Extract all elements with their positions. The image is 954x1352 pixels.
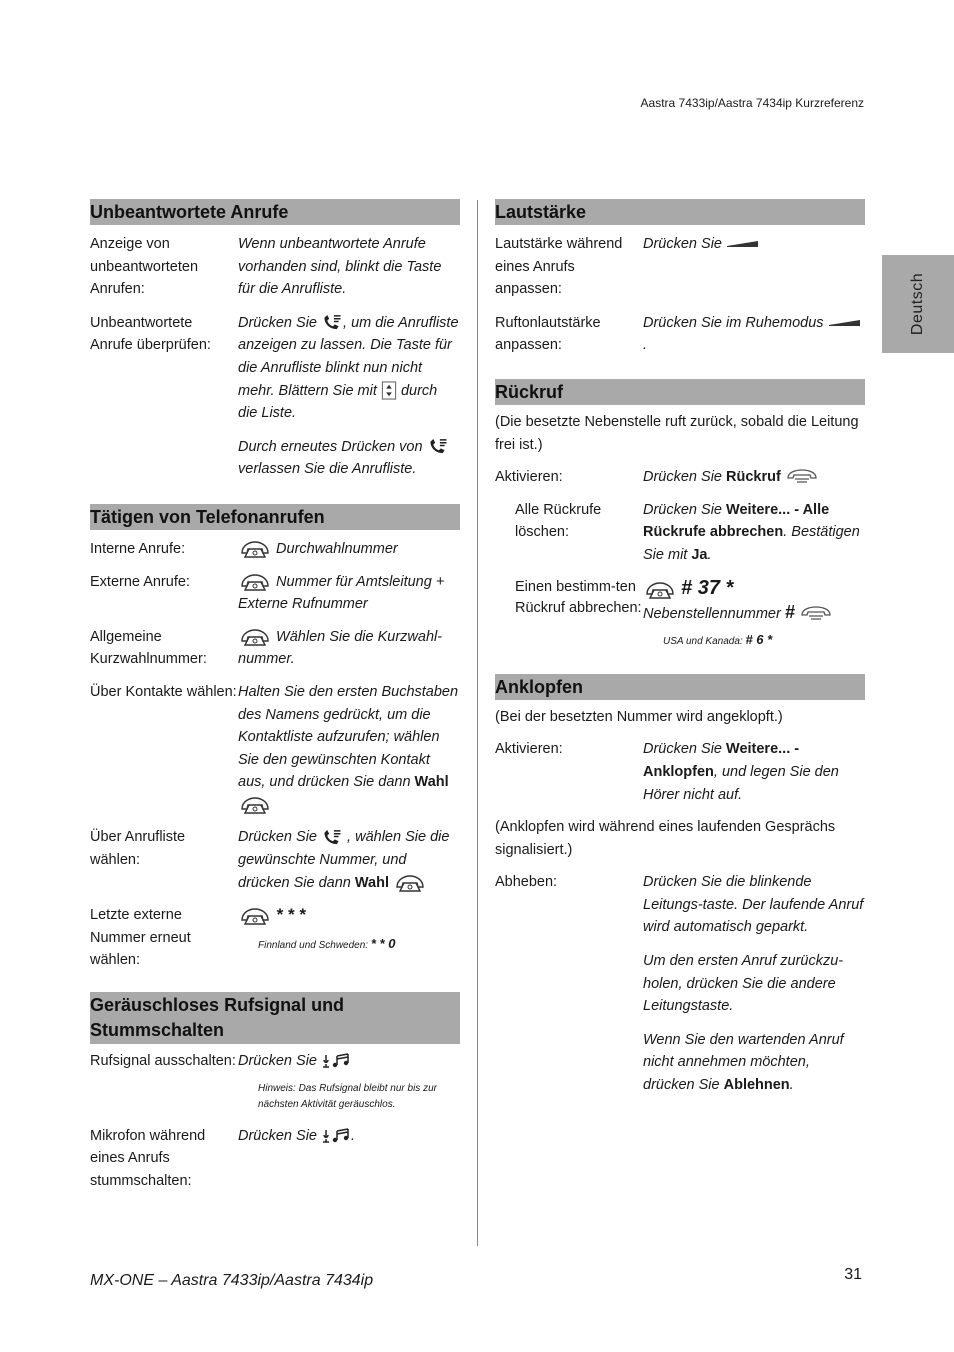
language-tab[interactable] <box>882 255 954 353</box>
row-value <box>238 626 460 671</box>
row-value <box>643 871 865 1096</box>
row-mikrofon <box>90 1125 460 1193</box>
handset-icon <box>238 627 272 647</box>
mute-icon <box>321 1128 351 1144</box>
section-title: Anklopfen <box>495 674 865 700</box>
row-ueberpruefen <box>90 312 460 425</box>
handset-icon <box>643 580 677 600</box>
text: , und legen Sie den Hörer nicht auf. <box>643 763 839 803</box>
handset-icon <box>393 873 427 893</box>
row-alle-rueckrufe <box>495 499 865 567</box>
note-code: * * 0 <box>370 935 396 951</box>
left-column <box>90 199 460 1192</box>
row-label: Interne Anrufe: <box>90 540 186 557</box>
row-value <box>238 1050 460 1113</box>
row-value <box>238 436 460 481</box>
section-intro-2: (Anklopfen wird während eines laufenden Gesprächs signalisiert.) <box>495 819 836 858</box>
text: , um die Anrufliste anzeigen zu lassen. Die Taste für die Anrufliste blinkt nun nicht mehr. Blättern Sie mit <box>238 314 459 399</box>
note-text: Finnland und Schweden: <box>258 939 369 951</box>
section-geraeuschlos <box>90 992 460 1192</box>
ja-label: Ja <box>691 546 708 563</box>
page-number: 31 <box>844 1266 862 1283</box>
row-label: Mikrofon während eines Anrufs stummschalten: <box>90 1127 206 1189</box>
wahl-key-label: Wahl <box>414 774 449 791</box>
menu-path: Weitere... - Alle Rückrufe abbrechen <box>643 501 830 541</box>
section-lautstaerke <box>495 199 865 357</box>
row-label: Lautstärke während eines Anrufs anpassen: <box>495 236 623 298</box>
phone-list-icon <box>321 829 343 846</box>
row-abheben <box>495 871 865 1096</box>
text: Wenn Sie den wartenden Anruf nicht annehmen möchten, drücken Sie <box>643 1031 844 1094</box>
row-kurzwahl <box>90 626 460 671</box>
wahl-key-label: Wahl <box>354 874 389 891</box>
text: Nebenstellennummer <box>643 606 781 623</box>
section-anklopfen <box>495 674 865 1097</box>
row-value <box>238 571 460 616</box>
footer-title: MX-ONE – Aastra 7433ip/Aastra 7434ip <box>90 1272 374 1289</box>
section-title: Tätigen von Telefonanrufen <box>90 504 460 530</box>
note-text: USA und Kanada: <box>663 635 743 647</box>
row-label: Rufsignal ausschalten: <box>90 1053 236 1070</box>
text: . Bestätigen Sie mit <box>643 524 860 563</box>
row-label: Unbeantwortete Anrufe überprüfen: <box>90 314 211 354</box>
scroll-arrows-icon <box>381 381 397 400</box>
section-title: Lautstärke <box>495 199 865 225</box>
callback-handset-icon <box>799 606 833 622</box>
section-unbeantwortete-anrufe <box>90 199 460 481</box>
section-intro: (Die besetzte Nebenstelle ruft zurück, sobald die Leitung frei ist.) <box>495 413 859 453</box>
paragraph: Drücken Sie die blinkende Leitungs-taste. Der laufende Anruf wird automatisch geparkt. <box>643 874 864 936</box>
text: Nummer für Amtsleitung + Externe Rufnummer <box>238 573 445 613</box>
row-label: Einen bestimm-ten Rückruf abbrechen: <box>515 578 642 616</box>
handset-icon <box>238 539 272 559</box>
text: Wählen Sie die Kurzwahl-nummer. <box>238 628 443 668</box>
language-tab-label: Deutsch <box>909 272 926 336</box>
row-label: Ruftonlautstärke anpassen: <box>495 314 601 354</box>
volume-key-icon <box>828 318 862 328</box>
row-lautstaerke-anruf <box>495 233 865 301</box>
text: Drücken Sie <box>238 1127 317 1144</box>
row-label: Allgemeine Kurzwahlnummer: <box>90 628 207 668</box>
rueckruf-key-label: Rückruf <box>726 469 781 486</box>
note-code: # 6 * <box>745 631 773 647</box>
row-anzeige <box>90 233 460 301</box>
phone-list-icon <box>427 438 449 455</box>
paragraph: Wenn Sie den wartenden Anruf nicht annehmen möchten, drücken Sie Ablehnen. <box>643 1031 844 1094</box>
row-kontakte <box>90 681 460 817</box>
row-label: Abheben: <box>495 874 558 891</box>
cancel-code: # 37 * <box>681 576 734 599</box>
row-value <box>238 681 460 817</box>
phone-list-icon <box>321 314 343 331</box>
row-wahlwiederholung <box>90 904 460 972</box>
text: Drücken Sie <box>643 469 722 486</box>
row-value <box>643 233 865 301</box>
section-title: Geräuschloses Rufsignal und Stummschalten <box>90 992 460 1044</box>
row-label: Aktivieren: <box>495 469 563 486</box>
text: Drücken Sie <box>643 501 722 518</box>
hash-code: # <box>784 602 795 623</box>
text: Durch erneutes Drücken von <box>238 438 423 455</box>
row-label: Letzte externe Nummer erneut wählen: <box>90 907 191 969</box>
row-rufsignal <box>90 1050 460 1113</box>
header-reference: Aastra 7433ip/Aastra 7434ip Kurzreferenz <box>640 96 864 110</box>
row-label: Alle Rückrufe löschen: <box>515 501 602 541</box>
row-value <box>238 538 460 561</box>
redial-code: * * * <box>276 905 306 925</box>
row-label: Über Kontakte wählen: <box>90 683 237 700</box>
row-value: Wenn unbeantwortete Anrufe vorhanden sind, blinkt die Taste für die Anrufliste. <box>238 236 442 298</box>
row-value: Drücken Sie im Ruhemodus . <box>643 312 865 357</box>
text: Drücken Sie im Ruhemodus <box>643 314 824 331</box>
text: Drücken Sie <box>238 829 317 846</box>
callback-handset-icon <box>785 469 819 485</box>
section-rueckruf <box>495 379 865 650</box>
section-title: Unbeantwortete Anrufe <box>90 199 460 225</box>
text: verlassen Sie die Anrufliste. <box>238 461 417 478</box>
row-value <box>238 904 460 972</box>
row-externe-anrufe <box>90 571 460 616</box>
row-value <box>238 312 460 425</box>
handset-icon <box>238 572 272 592</box>
row-anklopfen-aktivieren <box>495 738 865 806</box>
row-interne-anrufe <box>90 538 460 561</box>
ablehnen-label: Ablehnen <box>723 1077 790 1094</box>
menu-path: Weitere... - Anklopfen <box>643 741 800 780</box>
row-label: Über Anrufliste wählen: <box>90 829 186 869</box>
paragraph: Um den ersten Anruf zurückzu-holen, drücken Sie die andere Leitungstaste. <box>643 953 844 1015</box>
row-value <box>643 738 865 806</box>
row-value: Drücken Sie Weitere... - Alle Rückrufe abbrechen. Bestätigen Sie mit Ja. <box>643 501 860 563</box>
text: Durchwahlnummer <box>276 540 398 557</box>
row-bestimmten-rueckruf <box>495 577 865 650</box>
text: Drücken Sie <box>643 236 722 252</box>
volume-key-icon <box>726 239 760 249</box>
text: durch die Liste. <box>238 382 438 422</box>
section-title: Rückruf <box>495 379 865 405</box>
handset-icon <box>238 795 272 815</box>
row-ruftonlautstaerke <box>495 312 865 357</box>
text: Drücken Sie <box>238 314 317 331</box>
row-label: Externe Anrufe: <box>90 573 190 590</box>
row-verlassen <box>90 436 460 481</box>
note-text: Hinweis: Das Rufsignal bleibt nur bis zur nächsten Aktivität geräuschlos. <box>258 1082 437 1110</box>
row-rueckruf-aktivieren <box>495 466 865 489</box>
text: Drücken Sie <box>238 1053 317 1070</box>
row-value: Drücken Sie . <box>238 1127 356 1144</box>
row-value <box>238 826 460 894</box>
mute-icon <box>321 1053 351 1069</box>
handset-icon <box>238 906 272 926</box>
text: , wählen Sie die gewünschte Nummer, und drücken Sie dann <box>238 829 450 891</box>
column-divider <box>477 200 478 1246</box>
section-intro: (Bei der besetzten Nummer wird angeklopft.) <box>495 708 783 725</box>
section-taetigen-von-telefonanrufen <box>90 504 460 972</box>
row-label: Anzeige von unbeantworteten Anrufen: <box>90 236 199 298</box>
text: Drücken Sie <box>643 741 722 758</box>
row-anrufliste <box>90 826 460 894</box>
row-value <box>643 577 865 650</box>
right-column <box>495 199 865 1097</box>
text: Halten Sie den ersten Buchstaben des Namens gedrückt, um die Kontaktliste aufzurufen; wählen Sie den gewünschten Kontakt aus, und drücken Sie dann <box>238 683 459 791</box>
row-label: Aktivieren: <box>495 741 563 758</box>
row-value <box>643 466 865 489</box>
